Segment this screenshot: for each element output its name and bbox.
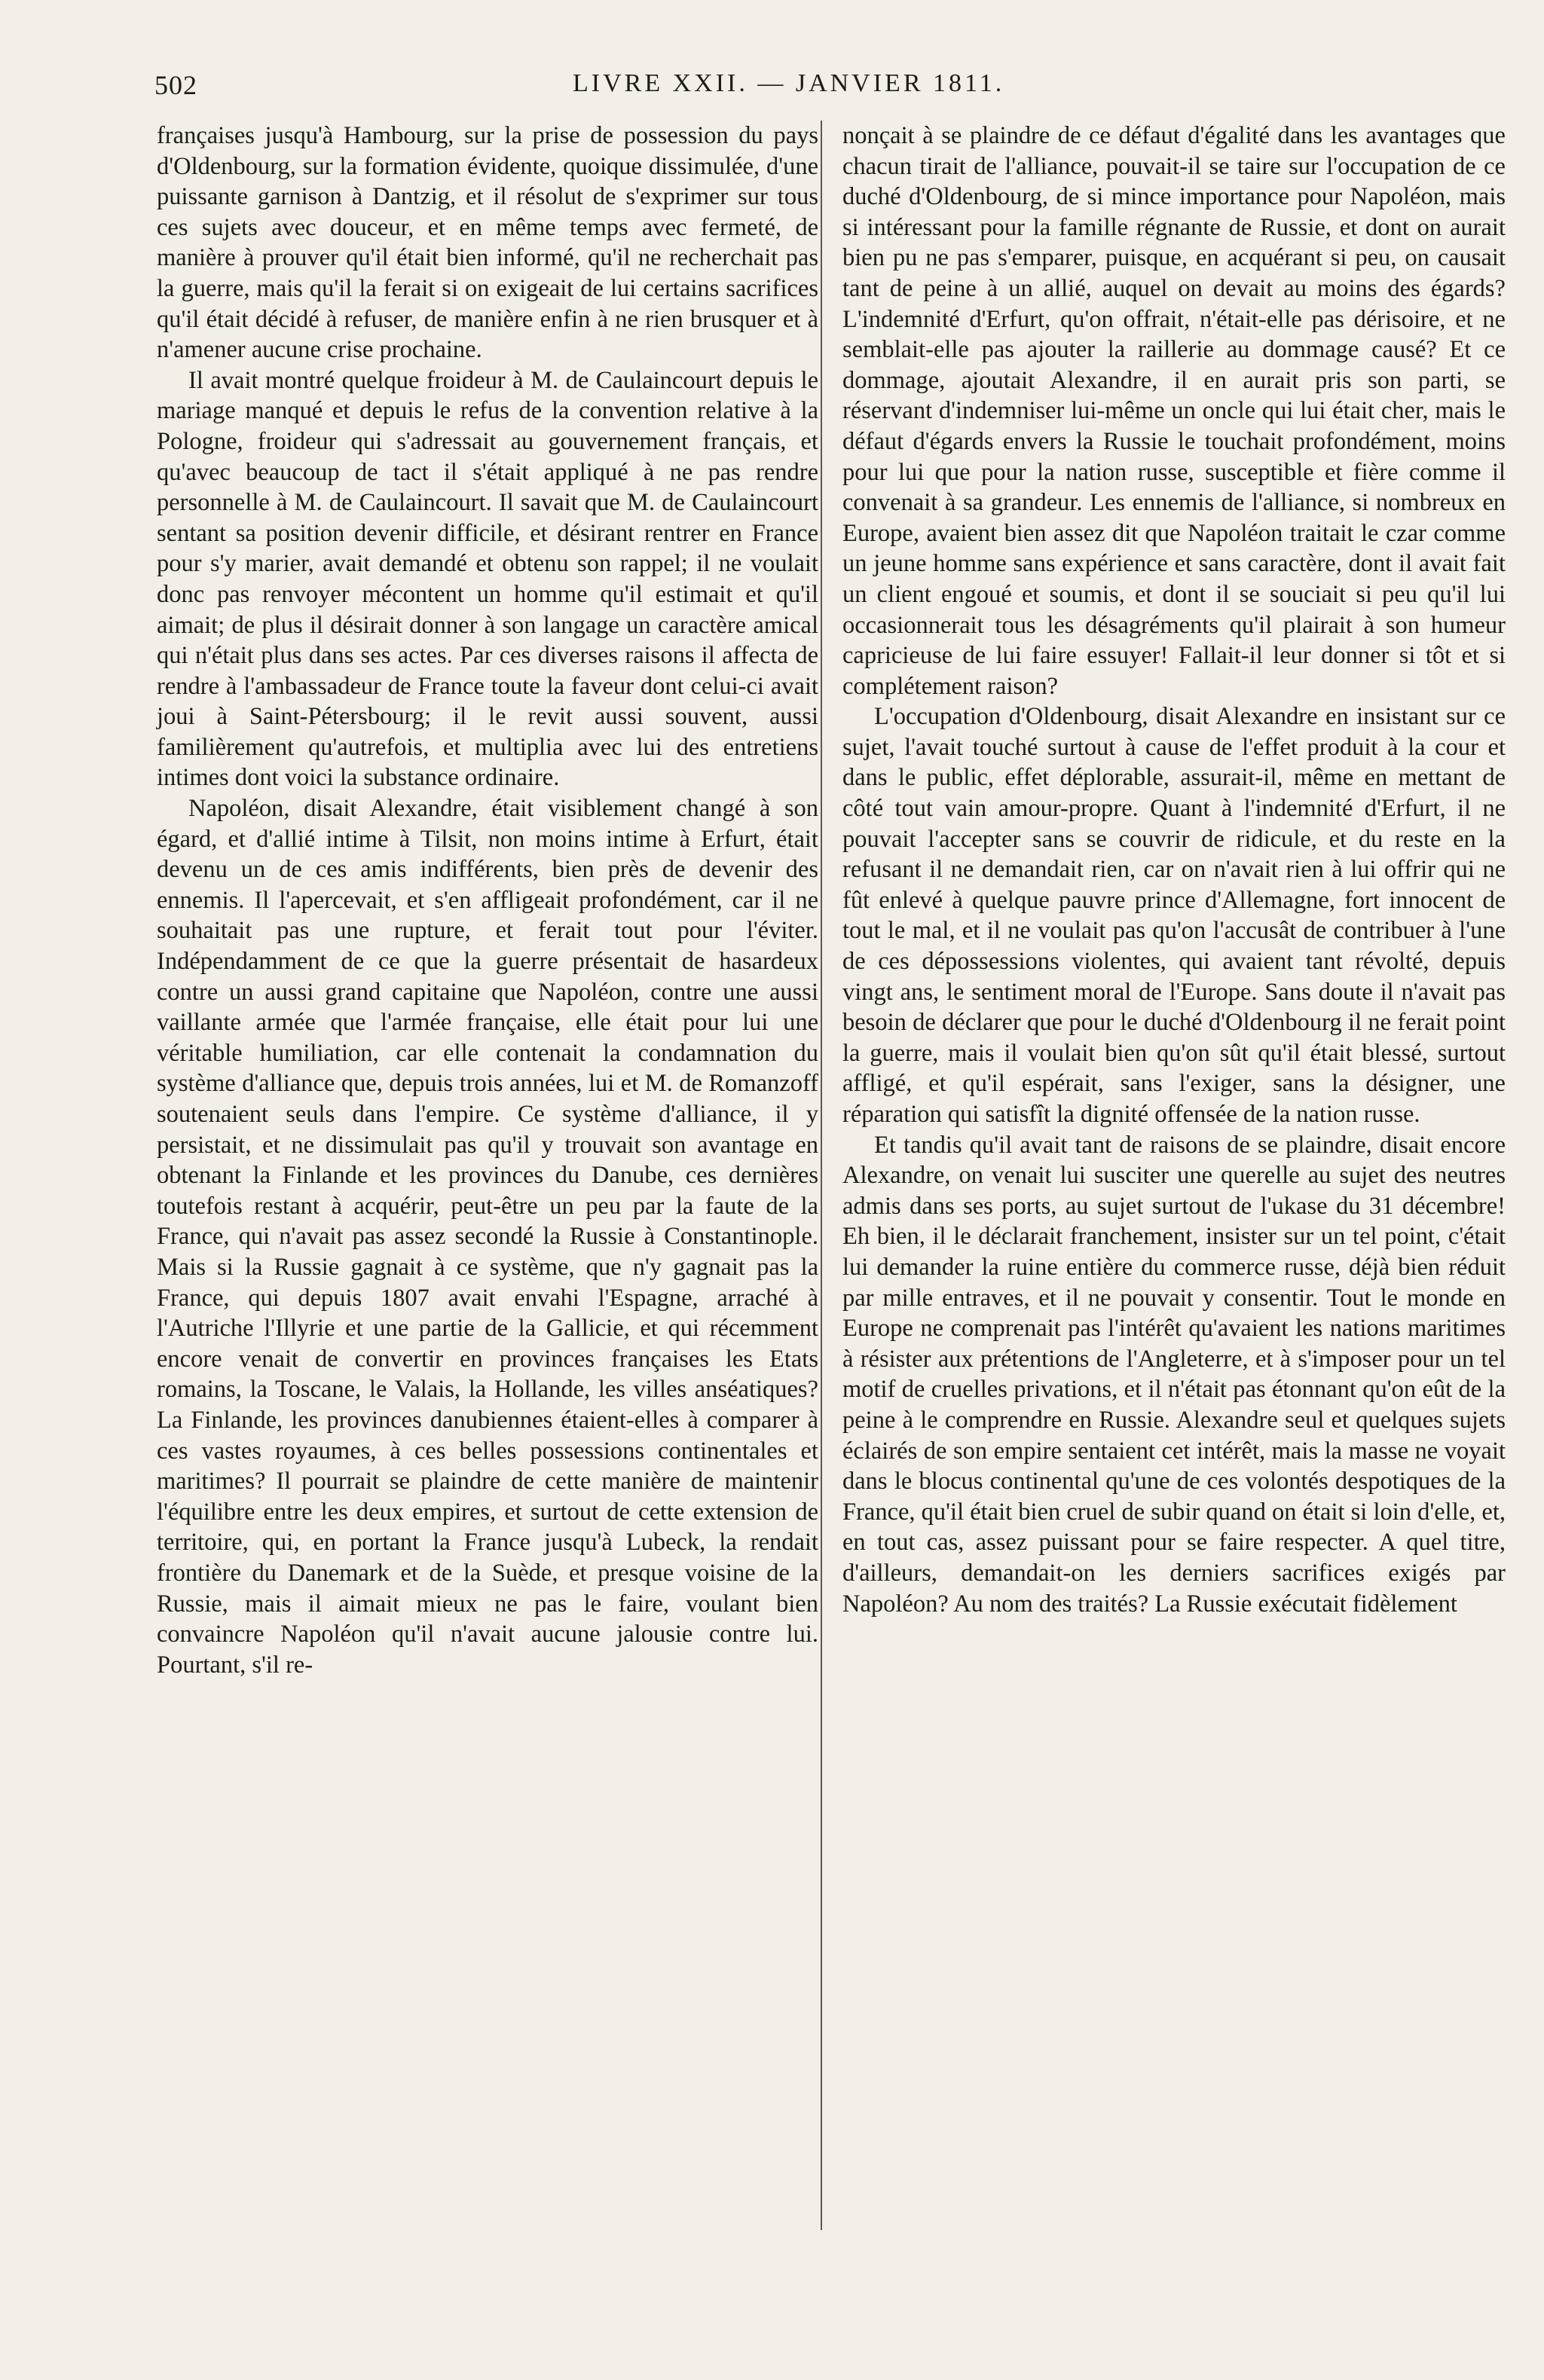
paragraph: Napoléon, disait Alexandre, était visiblement changé à son égard, et d'allié intime à Tilsit, non moins intime à Erfurt, était devenu un de ces amis indifférents, bien près de devenir des ennemis. Il l'apercevait, et s'en affligeait profondément, car il ne souhaitait pas une rupture, et ferait tout pour l'éviter. Indépendamment de ce que la guerre présentait de hasardeux contre un aussi grand capitaine que Napoléon, contre une aussi vaillante armée que l'armée française, elle était pour lui une véritable humiliation, car elle contenait la condamnation du système d'alliance que, depuis trois années, lui et M. de Romanzoff soutenaient seuls dans l'empire. Ce système d'alliance, il y persistait, et ne dissimulait pas qu'il y trouvait son avantage en obtenant la Finlande et les provinces du Danube, ces dernières toutefois restant à acquérir, peut-être un peu par la faute de la France, qui n'avait pas assez secondé la Russie à Constantinople. Mais si la Russie gagnait à ce système, que n'y gagnait pas la France, qui depuis 1807 avait envahi l'Espagne, arraché à l'Autriche l'Illyrie et une partie de la Gallicie, et qui récemment encore venait de convertir en provinces françaises les Etats romains, la Toscane, le Valais, la Hollande, les villes anséatiques? La Finlande, les provinces danubiennes étaient-elles à comparer à ces vastes royaumes, à ces belles possessions continentales et maritimes? Il pourrait se plaindre de cette manière de maintenir l'équilibre entre les deux empires, et surtout de cette extension de territoire, qui, en portant la France jusqu'à Lubeck, la rendait frontière du Danemark et de la Suède, et presque voisine de la Russie, mais il aimait mieux ne pas le faire, voulant bien convaincre Napoléon qu'il n'avait aucune jalousie contre lui. Pourtant, s'il re- <box>157 795 818 1679</box>
paragraph: françaises jusqu'à Hambourg, sur la prise de possession du pays d'Oldenbourg, sur la formation évidente, quoique dissimulée, d'une puissante garnison à Dantzig, et il résolut de s'exprimer sur tous ces sujets avec douceur, et en même temps avec fermeté, de manière à prouver qu'il était bien informé, qu'il ne recherchait pas la guerre, mais qu'il la ferait si on exigeait de lui certains sacrifices qu'il était décidé à refuser, de manière enfin à ne rien brusquer et à n'amener aucune crise prochaine. <box>157 122 818 364</box>
chapter-header: LIVRE XXII. — JANVIER 1811. <box>573 69 1005 97</box>
paragraph: Et tandis qu'il avait tant de raisons de se plaindre, disait encore Alexandre, on venait lui susciter une querelle au sujet des neutres admis dans ses ports, au sujet surtout de l'ukase du 31 décembre! Eh bien, il le déclarait franchement, insister sur un tel point, c'était lui demander la ruine entière du commerce russe, déjà bien réduit par mille entraves, et il ne pouvait y consentir. Tout le monde en Europe ne comprenait pas l'intérêt qu'avaient les nations maritimes à résister aux prétentions de l'Angleterre, et à s'imposer pour un tel motif de cruelles privations, et il n'était pas étonnant qu'on eût de la peine à le comprendre en Russie. Alexandre seul et quelques sujets éclairés de son empire sentaient cet intérêt, mais la masse ne voyait dans le blocus continental qu'une de ces volontés despotiques de la France, qu'il était bien cruel de subir quand on était si loin d'elle, et, en tout cas, assez puissant pour se faire respecter. A quel titre, d'ailleurs, demandait-on les derniers sacrifices exigés par Napoléon? Au nom des traités? La Russie exécutait fidèlement <box>842 1131 1506 1618</box>
paragraph: nonçait à se plaindre de ce défaut d'égalité dans les avantages que chacun tirait de l'alliance, pouvait-il se taire sur l'occupation de ce duché d'Oldenbourg, de si mince importance pour Napoléon, mais si intéressant pour la famille régnante de Russie, et dont on aurait bien pu ne pas s'emparer, puisque, en acquérant si peu, on causait tant de peine à un allié, auquel on devait au moins des égards? L'indemnité d'Erfurt, qu'on offrait, n'était-elle pas dérisoire, et ne semblait-elle pas ajouter la raillerie au dommage causé? Et ce dommage, ajoutait Alexandre, il en aurait pris son parti, se réservant d'indemniser lui-même un oncle qui lui était cher, mais le défaut d'égards envers la Russie le touchait profondément, moins pour lui que pour la nation russe, susceptible et fière comme il convenait à sa grandeur. Les ennemis de l'alliance, si nombreux en Europe, avaient bien assez dit que Napoléon traitait le czar comme un jeune homme sans expérience et sans caractère, dont il avait fait un client engoué et soumis, et dont il se souciait si peu qu'il lui occasionnerait tous les désagréments qu'il plairait à son humeur capricieuse de lui faire essuyer! Fallait-il leur donner si tôt et si complétement raison? <box>842 122 1506 700</box>
running-head <box>154 69 1511 105</box>
left-column <box>157 121 818 1680</box>
column-divider <box>821 121 822 2230</box>
right-column <box>842 121 1506 1619</box>
page-number: 502 <box>154 70 197 100</box>
paragraph: L'occupation d'Oldenbourg, disait Alexandre en insistant sur ce sujet, l'avait touché surtout à cause de l'effet produit à la cour et dans le public, effet déplorable, assurait-il, même en mettant de côté tout vain amour-propre. Quant à l'indemnité d'Erfurt, il ne pouvait l'accepter sans se couvrir de ridicule, et du reste en la refusant il ne demandait rien, car on n'avait rien à lui offrir qui ne fût enlevé à quelque pauvre prince d'Allemagne, fort innocent de tout le mal, et il ne voulait pas qu'on l'accusât de contribuer à l'une de ces dépossessions violentes, qui avaient tant révolté, depuis vingt ans, le sentiment moral de l'Europe. Sans doute il n'avait pas besoin de déclarer que pour le duché d'Oldenbourg il ne ferait point la guerre, mais il voulait bien qu'on sût qu'il était blessé, surtout affligé, et qu'il espérait, sans l'exiger, sans la désigner, une réparation qui satisfît la dignité offensée de la nation russe. <box>842 703 1506 1128</box>
paragraph: Il avait montré quelque froideur à M. de Caulaincourt depuis le mariage manqué et depuis le refus de la convention relative à la Pologne, froideur qui s'adressait au gouvernement français, et qu'avec beaucoup de tact il s'était appliqué à ne pas rendre personnelle à M. de Caulaincourt. Il savait que M. de Caulaincourt sentant sa position devenir difficile, et désirant rentrer en France pour s'y marier, avait demandé et obtenu son rappel; il ne voulait donc pas renvoyer mécontent un homme qu'il estimait et qu'il aimait; de plus il désirait donner à son langage un caractère amical qui n'était plus dans ses actes. Par ces diverses raisons il affecta de rendre à l'ambassadeur de France toute la faveur dont celui-ci avait joui à Saint-Pétersbourg; il le revit aussi souvent, aussi familièrement qu'autrefois, et multiplia avec lui des entretiens intimes dont voici la substance ordinaire. <box>157 366 818 792</box>
